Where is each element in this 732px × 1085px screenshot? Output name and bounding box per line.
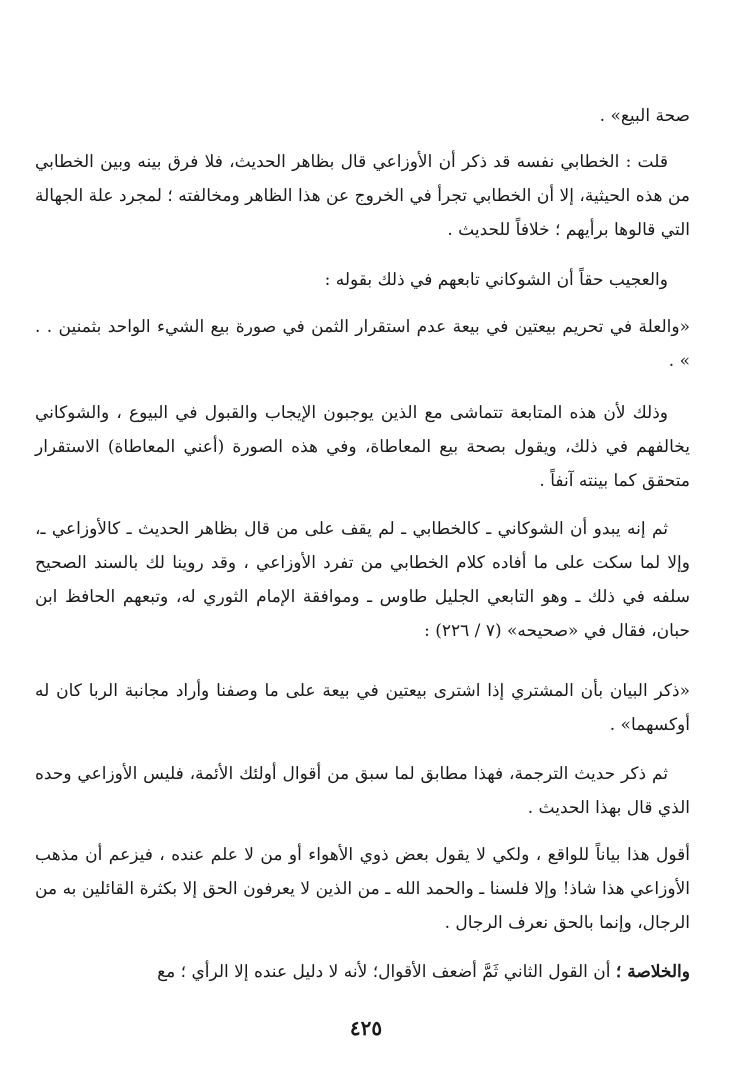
paragraph-2: قلت : الخطابي نفسه قد ذكر أن الأوزاعي قال بظاهر الحديث، فلا فرق بينه وبين الخطابي من هذه الحيثية، إلا أن الخطابي تجرأ في الخروج عن هذا الظاهر ومخالفته ؛ لمجرد علة الجهالة التي قالوها برأيهم ؛ خلافاً للحديث .	[35, 152, 690, 240]
quote-2: «ذكر البيان بأن المشتري إذا اشترى بيعتين في بيعة على ما وصفنا وأراد مجانبة الربا كان له أوكسهما» .	[35, 681, 690, 735]
paragraph-7: أقول هذا بياناً للواقع ، ولكي لا يقول بعض ذوي الأهواء أو من لا علم عنده ، فيزعم أن مذهب الأوزاعي هذا شاذ! وإلا فلسنا ـ والحمد الله ـ من الذين لا يعرفون الحق إلا بكثرة القائلين به من الرجال، وإنما بالحق نعرف الرجال .	[35, 845, 690, 933]
paragraph-4: وذلك لأن هذه المتابعة تتماشى مع الذين يوجبون الإيجاب والقبول في البيوع ، والشوكاني يخالفهم في ذلك، ويقول بصحة بيع المعاطاة، وفي هذه الصورة (أعني المعاطاة) الاستقرار متحقق كما بينته آنفاً .	[35, 403, 690, 491]
paragraph-8	[35, 955, 690, 989]
page-number: ٤٢٥	[349, 1016, 383, 1040]
paragraph-6: ثم ذكر حديث الترجمة، فهذا مطابق لما سبق من أقوال أولئك الأئمة، فليس الأوزاعي وحده الذي قال بهذا الحديث .	[35, 764, 690, 818]
conclusion-label: والخلاصة ؛	[615, 962, 690, 982]
paragraph-3: والعجيب حقاً أن الشوكاني تابعهم في ذلك بقوله :	[324, 270, 668, 290]
conclusion-text: أن القول الثاني ثَمَّ أضعف الأقوال؛ لأنه لا دليل عنده إلا الرأي ؛ مع	[157, 962, 611, 982]
paragraph-5: ثم إنه يبدو أن الشوكاني ـ كالخطابي ـ لم يقف على من قال بظاهر الحديث ـ كالأوزاعي ـ، وإلا لما سكت على ما أفاده كلام الخطابي من تفرد الأوزاعي ، وقد روينا لك بالسند الصحيح سلفه في ذلك ـ وهو التابعي الجليل طاوس ـ وموافقة الإمام الثوري له، وتبعهم الحافظ ابن حبان، فقال في «صحيحه» (٧ / ٢٢٦) :	[35, 519, 690, 641]
paragraph-1: صحة البيع» .	[599, 106, 690, 126]
quote-1: «والعلة في تحريم بيعتين في بيعة عدم استقرار الثمن في صورة بيع الشيء الواحد بثمنين . . » .	[35, 317, 690, 371]
